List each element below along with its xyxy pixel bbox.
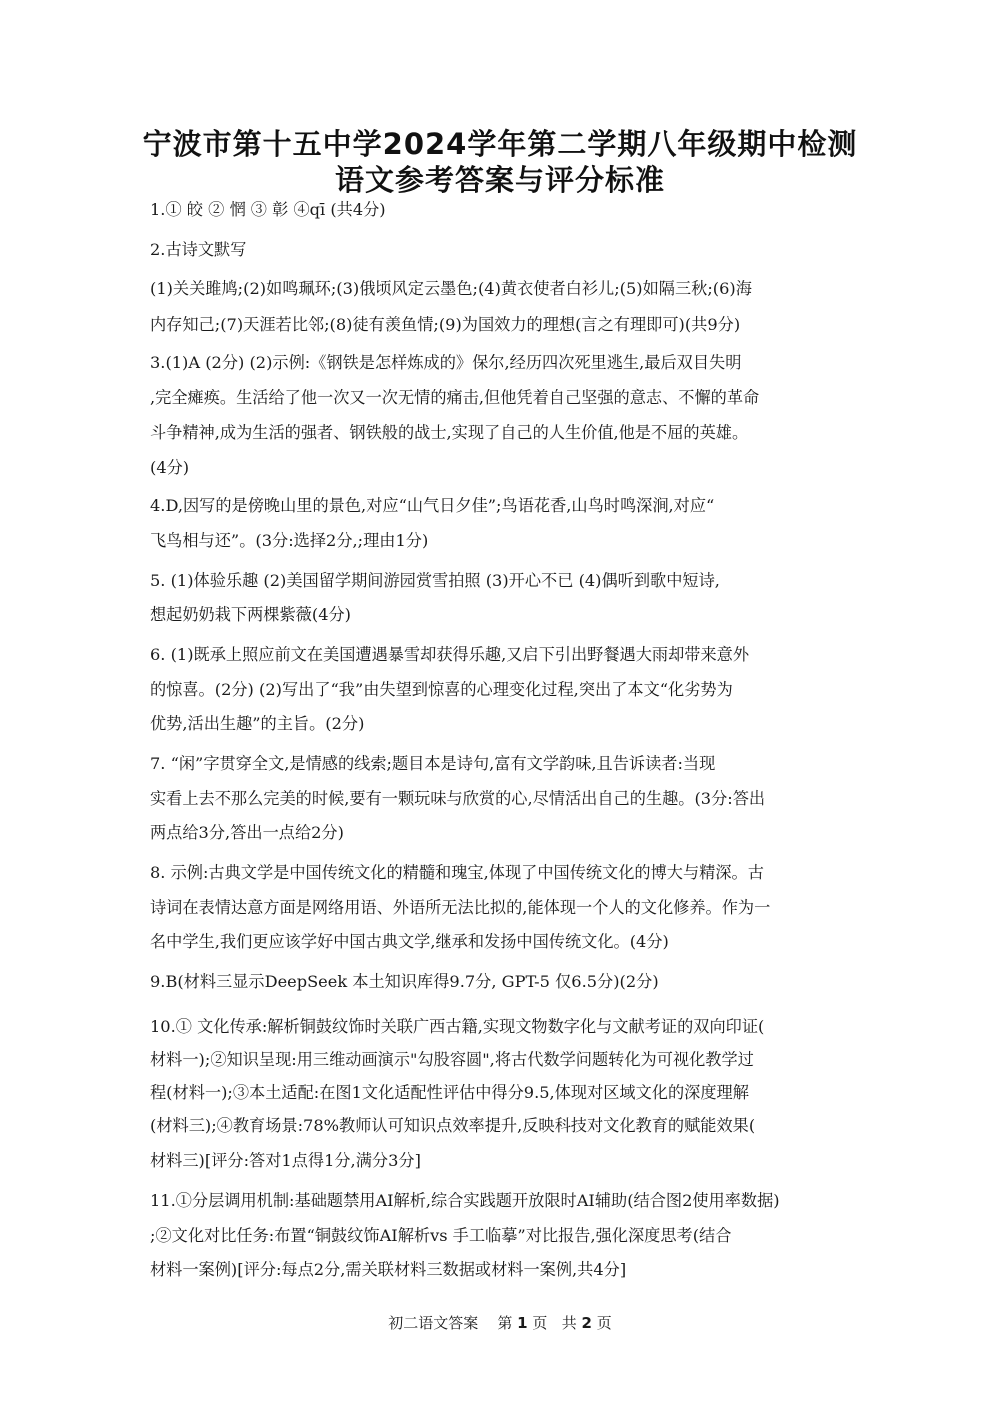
document-subtitle: 语文参考答案与评分标准	[334, 163, 665, 197]
answer-line: 9.B(材料三显示DeepSeek 本土知识库得9.7分, GPT-5 仅6.5分)(2分)	[150, 972, 659, 991]
answer-line: (4分)	[150, 458, 190, 477]
total-pages: 2	[581, 1314, 592, 1332]
answer-line: 5. (1)体验乐趣 (2)美国留学期间游园赏雪拍照 (3)开心不已 (4)偶听到歌中短诗,	[150, 571, 720, 590]
answer-line: 诗词在表情达意方面是网络用语、外语所无法比拟的,能体现一个人的文化修养。作为一	[150, 898, 771, 917]
answer-line: 内存知己;(7)天涯若比邻;(8)徒有羡鱼情;(9)为国效力的理想(言之有理即可)(共9分)	[150, 315, 741, 334]
page-number: 1	[517, 1314, 528, 1332]
footer-label: 初二语文答案	[388, 1314, 479, 1332]
answer-line: 材料三)[评分:答对1点得1分,满分3分]	[150, 1151, 421, 1170]
answer-line: 的惊喜。(2分) (2)写出了“我”由失望到惊喜的心理变化过程,突出了本文“化劣势为	[150, 680, 733, 699]
page-prefix: 第	[497, 1314, 513, 1332]
answer-line: (材料三);④教育场景:78%教师认可知识点效率提升,反映科技对文化教育的赋能效果(	[150, 1116, 756, 1135]
answer-line: 7. “闲”字贯穿全文,是情感的线索;题目本是诗句,富有文学韵味,且告诉读者:当现	[150, 754, 716, 773]
page-suffix: 页	[532, 1314, 548, 1332]
answer-line: 斗争精神,成为生活的强者、钢铁般的战士,实现了自己的人生价值,他是不屈的英雄。	[150, 423, 749, 442]
answer-line: 名中学生,我们更应该学好中国古典文学,继承和发扬中国传统文化。(4分)	[150, 932, 669, 951]
total-prefix: 共	[561, 1314, 577, 1332]
answer-line: 材料一);②知识呈现:用三维动画演示"勾股容圆",将古代数学问题转化为可视化教学过	[150, 1050, 754, 1069]
answer-line: 11.①分层调用机制:基础题禁用AI解析,综合实践题开放限时AI辅助(结合图2使用率数据)	[150, 1191, 780, 1210]
answer-line: 想起奶奶栽下两棵紫薇(4分)	[150, 605, 351, 624]
answer-line: 优势,活出生趣”的主旨。(2分)	[150, 714, 365, 733]
answer-line: ;②文化对比任务:布置“铜鼓纹饰AI解析vs 手工临摹”对比报告,强化深度思考(结合	[150, 1226, 732, 1245]
answer-line: ,完全瘫痪。生活给了他一次又一次无情的痛击,但他凭着自己坚强的意志、不懈的革命	[150, 388, 760, 407]
answer-line: 3.(1)A (2分) (2)示例:《钢铁是怎样炼成的》保尔,经历四次死里逃生,最后双目失明	[150, 353, 742, 372]
page-footer	[0, 1312, 1000, 1333]
answer-line: 材料一案例)[评分:每点2分,需关联材料三数据或材料一案例,共4分]	[150, 1260, 627, 1279]
answer-line: 1.① 皎 ② 惘 ③ 彰 ④qī (共4分)	[150, 200, 386, 219]
answer-line: 两点给3分,答出一点给2分)	[150, 823, 344, 842]
answer-line: 10.① 文化传承:解析铜鼓纹饰时关联广西古籍,实现文物数字化与文献考证的双向印证(	[150, 1017, 765, 1036]
document-title: 宁波市第十五中学2024学年第二学期八年级期中检测	[142, 127, 858, 161]
answer-line: 8. 示例:古典文学是中国传统文化的精髓和瑰宝,体现了中国传统文化的博大与精深。古	[150, 863, 764, 882]
answer-line: 4.D,因写的是傍晚山里的景色,对应“山气日夕佳”;鸟语花香,山鸟时鸣深涧,对应“	[150, 496, 715, 515]
answer-line: 程(材料一);③本土适配:在图1文化适配性评估中得分9.5,体现对区域文化的深度理解	[150, 1083, 749, 1102]
answer-line: (1)关关雎鸠;(2)如鸣珮环;(3)俄顷风定云墨色;(4)黄衣使者白衫儿;(5)如隔三秋;(6)海	[150, 279, 752, 298]
answer-line: 6. (1)既承上照应前文在美国遭遇暴雪却获得乐趣,又启下引出野餐遇大雨却带来意外	[150, 645, 750, 664]
answer-line: 2.古诗文默写	[150, 240, 247, 259]
answer-line: 飞鸟相与还”。(3分:选择2分,;理由1分)	[150, 531, 429, 550]
answer-line: 实看上去不那么完美的时候,要有一颗玩味与欣赏的心,尽情活出自己的生趣。(3分:答出	[150, 789, 766, 808]
total-suffix: 页	[596, 1314, 612, 1332]
